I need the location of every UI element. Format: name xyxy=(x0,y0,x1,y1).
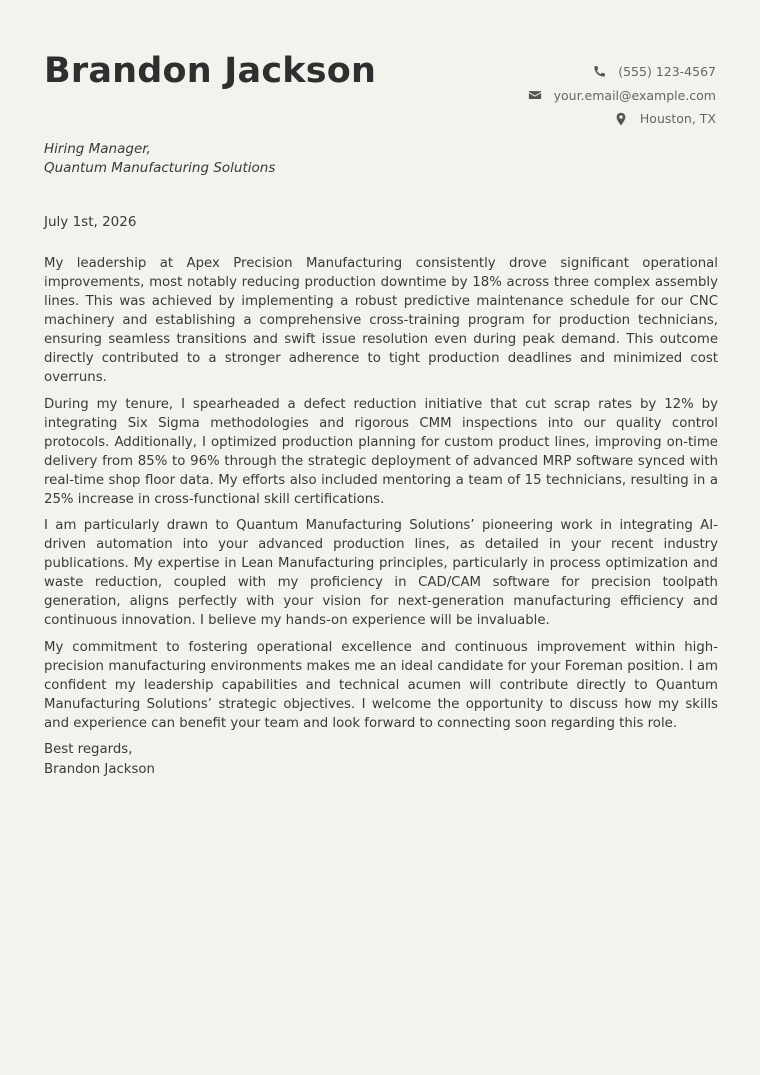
body-paragraph: During my tenure, I spearheaded a defect reduction initiative that cut scrap rates by 12% by integrating Six Sigma methodologies and rigorous CMM inspections into our quality control protocols. Additionally, I optimized production planning for custom product lines, improving on-time delivery from 85% to 96% through the strategic deployment of advanced MRP software synced with real-time shop floor data. My efforts also included mentoring a team of 15 technicians, resulting in a 25% increase in cross-functional skill certifications. xyxy=(44,396,718,507)
contact-location-row xyxy=(528,107,716,131)
contact-email: your.email@example.com xyxy=(553,87,716,103)
letter-date: July 1st, 2026 xyxy=(44,214,137,230)
contact-phone-row xyxy=(528,60,716,84)
phone-icon xyxy=(592,65,606,79)
recipient-company: Quantum Manufacturing Solutions xyxy=(44,160,276,176)
recipient-block xyxy=(44,140,275,178)
map-pin-icon xyxy=(614,112,628,126)
body-paragraph: My leadership at Apex Precision Manufacturing consistently drove significant operational improvements, most notably reducing production downtime by 18% across three complex assembly lines. This was achieved by implementing a robust predictive maintenance schedule for our CNC machinery and establishing a comprehensive cross-training program for production technicians, ensuring seamless transitions and swift issue resolution even during peak demand. This outcome directly contributed to a stronger adherence to tight production deadlines and minimized cost overruns. xyxy=(44,256,718,385)
contact-phone: (555) 123-4567 xyxy=(618,64,716,80)
envelope-icon xyxy=(528,88,542,102)
recipient-title: Hiring Manager, xyxy=(44,141,151,157)
body-paragraph: My commitment to fostering operational excellence and continuous improvement within high-precision manufacturing environments makes me an ideal candidate for your Foreman position. I am confident my leadership capabilities and technical acumen will contribute directly to Quantum Manufacturing Solutions’ strategic objectives. I welcome the opportunity to discuss how my skills and experience can benefit your team and look forward to connecting soon regarding this role. xyxy=(44,639,718,731)
body-paragraph: I am particularly drawn to Quantum Manufacturing Solutions’ pioneering work in integrating AI-driven automation into your advanced production lines, as detailed in your recent industry publications. My expertise in Lean Manufacturing principles, particularly in process optimization and waste reduction, coupled with my proficiency in CAD/CAM software for precision toolpath generation, aligns perfectly with your vision for next-generation manufacturing efficiency and continuous innovation. I believe my hands-on experience will be invaluable. xyxy=(44,518,718,629)
contact-location: Houston, TX xyxy=(639,111,716,127)
closing-block xyxy=(44,740,718,779)
letter-body xyxy=(44,254,718,779)
applicant-name: Brandon Jackson xyxy=(44,51,377,91)
closing-signature: Brandon Jackson xyxy=(44,761,155,777)
closing-salutation: Best regards, xyxy=(44,742,133,758)
contact-block xyxy=(528,60,716,131)
contact-email-row xyxy=(528,84,716,108)
